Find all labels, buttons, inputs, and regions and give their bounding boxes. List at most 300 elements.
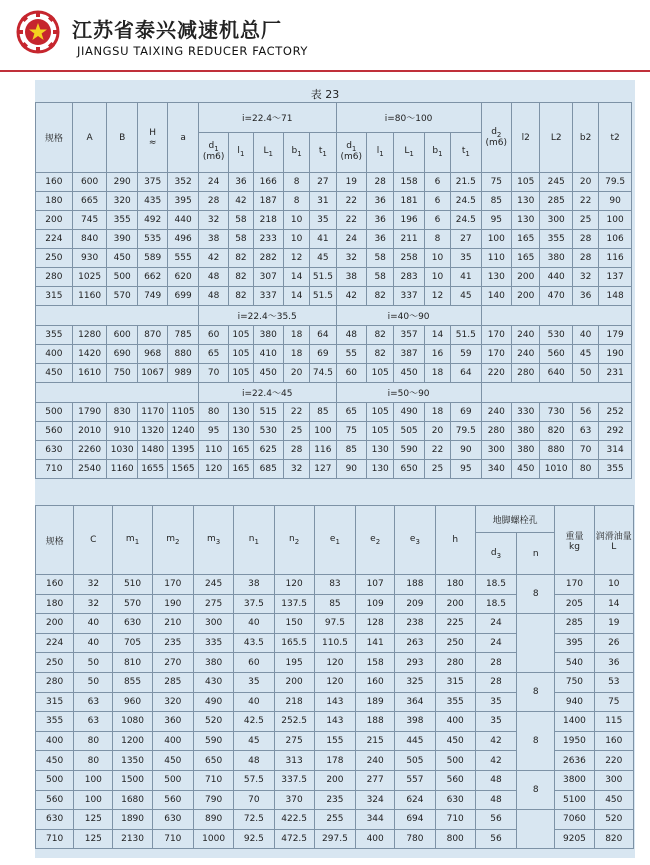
table-cell: 148 [599,287,632,306]
table-row [36,712,634,732]
table-row [36,192,632,211]
table-cell: 530 [253,422,283,441]
table-cell: 28 [283,441,309,460]
table-cell: 10 [283,230,309,249]
table-row [36,810,634,830]
t2-col-weight-unit: kg [568,541,580,552]
table-cell: 800 [435,829,475,849]
table1-block-3 [36,403,632,479]
table-cell: 360 [152,712,193,732]
table-cell: 24 [198,173,228,192]
table-cell: 440 [168,211,198,230]
range-block2-b: i=40～90 [336,306,481,326]
table-cell: 18 [424,403,450,422]
table-cell: 40 [74,614,113,634]
table-cell: 435 [137,192,167,211]
table-cell: 400 [152,731,193,751]
table-cell: 38 [198,230,228,249]
table-cell: 280 [435,653,475,673]
table-cell: 64 [451,364,481,383]
table-cell: 28 [475,653,516,673]
table-cell: 48 [198,268,228,287]
table-cell: 82 [367,326,394,345]
table-cell: 155 [314,731,355,751]
header-divider [0,70,650,72]
table-cell: 880 [540,441,573,460]
table-cell: 250 [435,633,475,653]
t2-col-anchor-bolt: 地脚螺栓孔 [475,506,555,533]
table-cell: 28 [572,230,598,249]
table-cell: 960 [113,692,152,712]
table-cell: 1160 [107,460,137,479]
table-cell: 315 [435,672,475,692]
table-cell: 810 [113,653,152,673]
table-cell: 130 [481,268,511,287]
col-t2: t2 [599,103,632,173]
table-cell: 97.5 [314,614,355,634]
table-cell: 337 [253,287,283,306]
table-cell: 105 [229,345,253,364]
table-cell: 105 [229,326,253,345]
table-cell: 238 [395,614,435,634]
table-cell: 840 [72,230,107,249]
table-cell: 160 [36,173,73,192]
col-d2-tolerance: (m6) [485,138,508,149]
table-cell: 69 [451,403,481,422]
col-H-label: H [149,127,157,138]
table-cell: 85 [314,594,355,614]
table-cell: 830 [107,403,137,422]
table-cell: 450 [36,364,73,383]
table-cell: 2010 [72,422,107,441]
table-cell: 245 [193,575,233,595]
table-cell: 35 [475,692,516,712]
table-cell: 1030 [107,441,137,460]
table-cell: 450 [253,364,283,383]
table-cell: 520 [193,712,233,732]
table-cell: 69 [310,345,336,364]
table-cell: 590 [193,731,233,751]
table-cell: 181 [394,192,424,211]
table-cell: 36 [594,653,633,673]
table-cell: 1080 [113,712,152,732]
table-cell: 710 [193,770,233,790]
table-cell: 60 [336,364,366,383]
table-cell: 560 [36,422,73,441]
table-cell: 790 [193,790,233,810]
table-cell: 165.5 [274,633,314,653]
table-cell: 300 [193,614,233,634]
table-cell: 36 [229,173,253,192]
table-cell: 140 [481,287,511,306]
table-cell: 120 [314,672,355,692]
table-cell: 1890 [113,810,152,830]
table-cell: 35 [475,712,516,732]
table-cell: 6 [424,192,450,211]
table-cell: 165 [229,441,253,460]
table-cell: 63 [74,712,113,732]
table-cell: 28 [572,249,598,268]
table-cell: 31 [310,192,336,211]
table-cell: 196 [394,211,424,230]
table-cell: 515 [253,403,283,422]
table-cell: 2130 [113,829,152,849]
table-cell: 105 [512,173,540,192]
table-cell: 500 [107,268,137,287]
table-cell: 40 [234,692,274,712]
table-cell: 80 [572,460,598,479]
table-cell: 85 [310,403,336,422]
table-cell: 730 [540,403,573,422]
table-cell: 2540 [72,460,107,479]
table-cell: 70 [572,441,598,460]
col-a: a [168,103,198,173]
table-cell: 240 [356,751,395,771]
col-b1-g2: $b_1$ [424,133,450,173]
table-cell: 252.5 [274,712,314,732]
table-cell: 3800 [555,770,594,790]
table-cell: 95 [451,460,481,479]
table-cell: 315 [36,287,73,306]
table-cell: 56 [572,403,598,422]
table-cell: 45 [572,345,598,364]
table-cell: 55 [336,345,366,364]
col-l1-g1: $l_1$ [229,133,253,173]
table-cell: 472.5 [274,829,314,849]
table-cell: 285 [555,614,594,634]
t2-col-n1: $n_1$ [234,506,274,575]
table-row [36,770,634,790]
table-cell: 45 [310,249,336,268]
table-cell: 390 [107,230,137,249]
table-cell: 10 [424,249,450,268]
col-H-approx: ≈ [148,137,157,148]
table-cell: 325 [395,672,435,692]
table-cell: 275 [193,594,233,614]
table-cell: 180 [36,192,73,211]
table-cell: 930 [72,249,107,268]
table-cell: 189 [356,692,395,712]
col-d2-label: $d_2$ [491,126,502,139]
table1-header-row [36,103,632,133]
table-cell: 82 [367,345,394,364]
table-cell: 14 [283,287,309,306]
table-cell: 233 [253,230,283,249]
col-A: A [72,103,107,173]
table-cell: 65 [336,403,366,422]
table-cell: 57.5 [234,770,274,790]
table-cell: 1240 [168,422,198,441]
table1-block-2 [36,326,632,383]
table-cell: 505 [395,751,435,771]
table2-header-row [36,506,634,533]
range-block2-a: i=22.4～35.5 [198,306,336,326]
table-cell: 90 [451,441,481,460]
table-cell: 400 [356,829,395,849]
table-cell: 1067 [137,364,167,383]
col-d1-g2 [336,133,366,173]
t2-col-n: n [517,533,555,575]
table-cell: 400 [435,712,475,732]
table-cell: 19 [336,173,366,192]
table-cell: 188 [395,575,435,595]
table-cell: 100 [310,422,336,441]
table-cell: 80 [198,403,228,422]
col-L2: L2 [540,103,573,173]
table-cell: 48 [234,751,274,771]
table-cell: 355 [107,211,137,230]
table-cell: 445 [395,731,435,751]
table-cell: 200 [36,614,74,634]
t2-col-spec: 规格 [36,506,74,575]
table-cell: 337.5 [274,770,314,790]
table-cell: 335 [193,633,233,653]
table-cell: 380 [512,441,540,460]
table-cell: 106 [599,230,632,249]
table-cell: 14 [594,594,633,614]
table-cell: 422.5 [274,810,314,830]
table-cell: 100 [74,790,113,810]
table-cell: 235 [152,633,193,653]
table-cell: 38 [336,268,366,287]
table-cell [517,614,555,673]
table-cell: 252 [599,403,632,422]
table-cell: 120 [198,460,228,479]
table-cell: 20 [572,173,598,192]
table-cell: 32 [74,594,113,614]
table-cell: 400 [36,731,74,751]
table-cell: 820 [540,422,573,441]
table-cell: 968 [137,345,167,364]
table-cell: 25 [572,211,598,230]
table-cell: 590 [394,441,424,460]
table-cell: 200 [314,770,355,790]
table-cell: 85 [336,441,366,460]
table-cell: 178 [314,751,355,771]
table-cell: 300 [540,211,573,230]
table-cell: 355 [599,460,632,479]
table-cell: 560 [36,790,74,810]
table-cell: 63 [572,422,598,441]
table-cell: 190 [152,594,193,614]
table-cell: 28 [367,173,394,192]
t2-col-m1: $m_1$ [113,506,152,575]
table-cell: 58 [367,249,394,268]
table-cell: 166 [253,173,283,192]
table-cell: 51.5 [310,268,336,287]
table-cell: 165 [512,230,540,249]
table-cell: 8 [424,230,450,249]
table-cell: 120 [274,575,314,595]
table-cell: 224 [36,230,73,249]
table-cell: 170 [555,575,594,595]
table-cell: 650 [193,751,233,771]
table-cell: 72.5 [234,810,274,830]
table-cell: 490 [394,403,424,422]
t2-col-d3: $d_3$ [475,533,516,575]
table-cell: 340 [481,460,511,479]
table-cell: 32 [198,211,228,230]
table-cell: 48 [336,326,366,345]
table-cell: 490 [193,692,233,712]
table-cell: 42 [198,249,228,268]
table-cell: 40 [572,326,598,345]
table-cell: 56 [475,810,516,830]
company-name-cn: 江苏省泰兴减速机总厂 [72,18,282,42]
table2-body [36,575,634,849]
table-cell: 292 [599,422,632,441]
table-cell: 18 [283,326,309,345]
table-cell: 1025 [72,268,107,287]
table-cell: 21.5 [451,173,481,192]
col-H [137,103,167,173]
table1-range-row-2 [36,306,632,326]
t2-col-e1: $e_1$ [314,506,355,575]
table-cell: 1480 [137,441,167,460]
table-cell: 293 [395,653,435,673]
table-cell: 160 [36,575,74,595]
col-L1-g1: $L_1$ [253,133,283,173]
table-cell: 45 [451,287,481,306]
table-cell: 352 [168,173,198,192]
table-cell: 200 [274,672,314,692]
col-b1-g1: $b_1$ [283,133,309,173]
table-cell: 41 [310,230,336,249]
table-cell: 130 [367,441,394,460]
table-cell: 430 [193,672,233,692]
table-cell: 100 [74,770,113,790]
table-cell: 75 [336,422,366,441]
table-cell: 500 [36,770,74,790]
table-cell: 235 [314,790,355,810]
table-cell: 745 [72,211,107,230]
table-cell: 337 [394,287,424,306]
table-cell: 750 [107,364,137,383]
table-cell: 1160 [72,287,107,306]
table-row [36,422,632,441]
table-cell: 82 [229,287,253,306]
table-cell: 48 [475,770,516,790]
table-cell: 160 [594,731,633,751]
table-cell: 42 [475,731,516,751]
table-cell: 100 [599,211,632,230]
table-cell: 115 [594,712,633,732]
table-cell: 90 [599,192,632,211]
table-cell: 600 [107,326,137,345]
table-row [36,287,632,306]
table-cell: 315 [36,692,74,712]
col-d1-g2-tolerance: (m6) [340,152,363,163]
table-cell: 28 [198,192,228,211]
table-cell: 820 [594,829,633,849]
table-cell: 940 [555,692,594,712]
table-cell: 250 [36,653,74,673]
range-group-2: i=80～100 [336,103,481,133]
table-cell: 395 [555,633,594,653]
table-cell: 240 [512,326,540,345]
col-l2: l2 [512,103,540,173]
table-cell: 500 [152,770,193,790]
table-cell: 209 [395,594,435,614]
table-cell: 570 [113,594,152,614]
table-cell: 450 [152,751,193,771]
table-cell: 59 [451,345,481,364]
table-cell: 200 [435,594,475,614]
table-cell: 127 [310,460,336,479]
table-cell: 58 [367,268,394,287]
table-cell: 280 [512,364,540,383]
table-cell: 12 [283,249,309,268]
table-cell: 699 [168,287,198,306]
table-cell: 690 [107,345,137,364]
table-cell: 231 [599,364,632,383]
table-cell: 36 [572,287,598,306]
table-cell: 24 [475,614,516,634]
table-cell: 855 [113,672,152,692]
table-cell: 188 [356,712,395,732]
table-cell: 1950 [555,731,594,751]
table-cell: 2636 [555,751,594,771]
table-row [36,364,632,383]
table-cell: 36 [367,230,394,249]
table-cell: 355 [435,692,475,712]
range-block3-b: i=50～90 [336,383,481,403]
table-cell: 38 [234,575,274,595]
company-logo-icon [16,10,60,54]
table-cell: 79.5 [451,422,481,441]
table-cell: 14 [283,268,309,287]
table-cell: 650 [394,460,424,479]
table-cell: 128 [356,614,395,634]
table-cell: 116 [310,441,336,460]
table-cell: 380 [540,249,573,268]
table-cell: 37.5 [234,594,274,614]
table-cell: 180 [36,594,74,614]
table-cell: 500 [36,403,73,422]
table-cell: 95 [198,422,228,441]
table-row [36,672,634,692]
table-cell: 450 [36,751,74,771]
table-cell: 1680 [113,790,152,810]
range-row-2-spacer [36,306,199,326]
table-cell: 400 [36,345,73,364]
table-cell: 275 [274,731,314,751]
table-cell: 105 [367,422,394,441]
table-cell: 344 [356,810,395,830]
table-cell: 105 [367,364,394,383]
table-cell: 64 [310,326,336,345]
table-cell: 450 [394,364,424,383]
table-cell: 165 [512,249,540,268]
table-cell: 35 [234,672,274,692]
table-cell: 6 [424,211,450,230]
table-cell: 1420 [72,345,107,364]
table-cell: 395 [168,192,198,211]
table-cell: 42 [336,287,366,306]
table-cell: 555 [168,249,198,268]
table-cell: 220 [481,364,511,383]
table-cell: 240 [481,403,511,422]
table-cell: 1565 [168,460,198,479]
table-cell: 200 [512,268,540,287]
table-cell: 195 [274,653,314,673]
t2-col-oil-label: 润滑油量 [595,531,632,542]
table-cell: 705 [113,633,152,653]
table-cell: 662 [137,268,167,287]
table-cell: 32 [572,268,598,287]
table-cell: 710 [435,810,475,830]
table-cell: 130 [512,211,540,230]
